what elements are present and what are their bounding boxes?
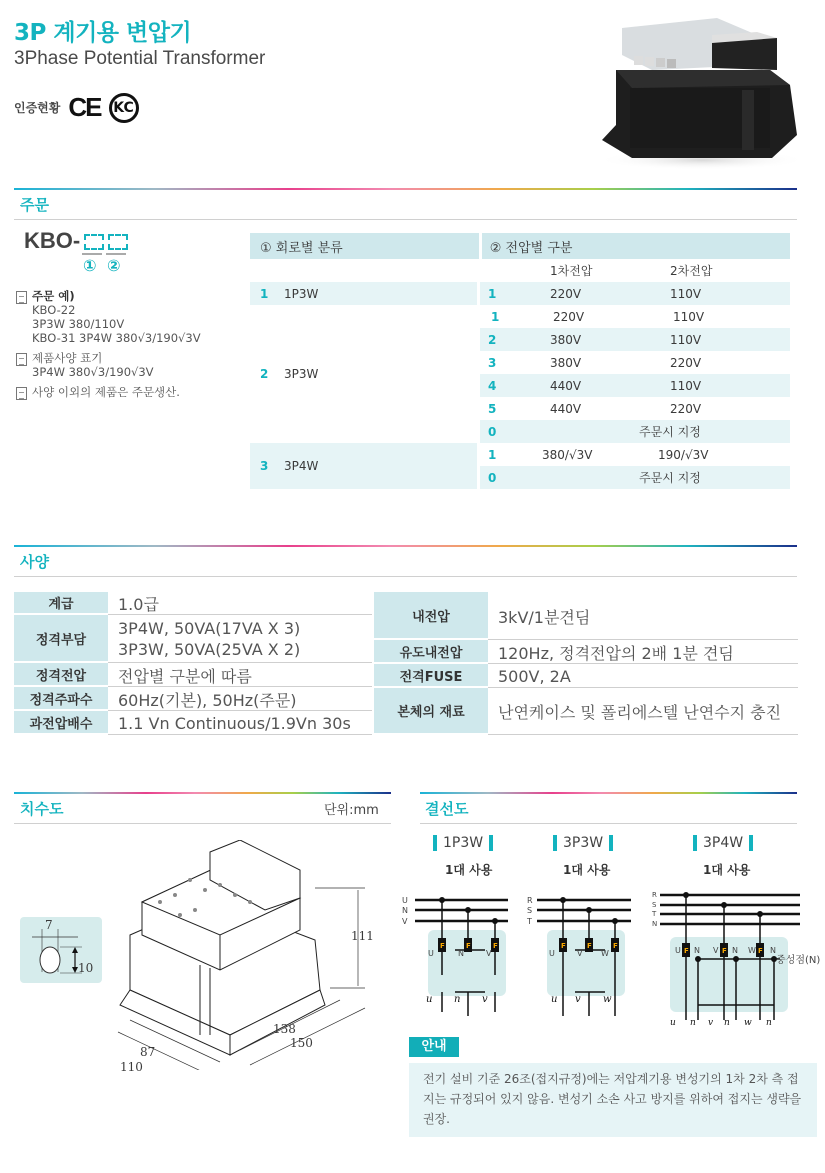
svg-text:F: F: [561, 942, 566, 950]
svg-text:F: F: [613, 942, 618, 950]
svg-text:u: u: [426, 994, 433, 1005]
svg-text:F: F: [758, 947, 763, 955]
svg-text:n: n: [766, 1018, 772, 1025]
svg-text:v: v: [482, 994, 488, 1005]
wiring-usage-3p3w: 1대 사용: [563, 863, 611, 877]
page-title: 3P 계기용 변압기: [14, 20, 192, 46]
table-row: 5 440V 220V: [488, 401, 702, 416]
section-divider: [420, 792, 797, 794]
note-spec-marking: [16, 351, 241, 379]
section-divider: [14, 792, 391, 794]
section-title-spec: 사양: [20, 553, 49, 571]
inner-length-dimension: 138: [273, 1022, 296, 1036]
page-subtitle: 3Phase Potential Transformer: [14, 48, 266, 69]
svg-text:V: V: [402, 917, 408, 926]
note-title: 주문 예): [32, 289, 75, 303]
note-line: KBO-31 3P4W 380√3/190√3V: [32, 331, 201, 345]
svg-text:v: v: [575, 994, 581, 1005]
table-header-row: [250, 233, 790, 259]
svg-text:S: S: [652, 901, 657, 909]
svg-text:N: N: [402, 906, 408, 915]
svg-text:N: N: [694, 946, 700, 955]
outer-length-dimension: 150: [290, 1036, 313, 1050]
note-line: 3P4W 380√3/190√3V: [32, 365, 154, 379]
col-primary-voltage: 1차전압: [550, 264, 593, 278]
wiring-usage-3p4w: 1대 사용: [703, 863, 751, 877]
svg-text:R: R: [527, 896, 533, 905]
note-custom-order: [16, 385, 241, 400]
circuit-group-3p4w: 3 3P4W 1 380/√3V 190/√3V 0 주문시 지정: [250, 443, 790, 489]
svg-text:n: n: [690, 1018, 696, 1025]
svg-text:N: N: [458, 949, 464, 958]
section-divider: [14, 188, 797, 190]
section-title-wiring: 결선도: [425, 800, 469, 818]
svg-text:u: u: [670, 1018, 676, 1025]
svg-text:U: U: [549, 949, 555, 958]
section-title-dimensions: 치수도: [20, 800, 64, 818]
wiring-type-3p3w: 3P3W: [553, 835, 613, 851]
svg-text:F: F: [466, 942, 471, 950]
hole-height-label: 10: [78, 961, 94, 975]
circuit-header: ① 회로별 분류: [250, 233, 479, 259]
spec-table-left: [14, 592, 372, 735]
model-code: [24, 228, 128, 254]
certification-row: [14, 92, 139, 123]
note-line: 3P3W 380/110V: [32, 317, 125, 331]
section-underline: [14, 219, 797, 220]
spec-row: 본체의 재료 난연케이스 및 폴리에스텔 난연수지 충진: [374, 688, 798, 735]
svg-text:u: u: [551, 994, 558, 1005]
svg-text:T: T: [652, 910, 657, 918]
cert-label: 인증현황: [14, 101, 61, 115]
section-underline: [420, 823, 797, 824]
table-row: 3 380V 220V: [488, 355, 702, 370]
document-icon: [16, 353, 27, 366]
notice-tag: 안내: [409, 1037, 459, 1057]
voltage-header: ② 전압별 구분: [482, 233, 790, 259]
slot-number-1: ①: [83, 256, 97, 275]
section-title-order: 주문: [20, 196, 49, 214]
document-icon: [16, 291, 27, 304]
svg-text:w: w: [603, 994, 612, 1005]
svg-text:U: U: [428, 949, 434, 958]
section-underline: [14, 823, 391, 824]
notice-text: 전기 설비 기준 26조(접지규정)에는 저압계기용 변성기의 1차 2차 측 접지는 규정되어 있지 않음. 변성기 소손 사고 방지를 위하여 접지는 생략을 권장.: [409, 1063, 817, 1137]
spec-row: 유도내전압 120Hz, 정격전압의 2배 1분 견딤: [374, 640, 798, 664]
svg-text:U: U: [402, 896, 408, 905]
document-icon: [16, 387, 27, 400]
svg-text:n: n: [454, 994, 461, 1005]
ce-mark-icon: CE: [68, 92, 101, 122]
outer-width-dimension: 110: [120, 1060, 143, 1074]
svg-text:F: F: [440, 942, 445, 950]
svg-text:V: V: [486, 949, 492, 958]
svg-text:N: N: [652, 920, 658, 928]
height-dimension: 111: [351, 929, 374, 943]
table-row: 2 380V 110V: [480, 328, 790, 351]
note-order-example: [16, 289, 241, 345]
spec-row: 정격주파수 60Hz(기본), 50Hz(주문): [14, 687, 372, 711]
svg-text:F: F: [493, 942, 498, 950]
model-prefix: KBO-: [24, 228, 81, 253]
svg-text:U: U: [675, 946, 681, 955]
table-row: 1 380/√3V 190/√3V: [488, 447, 709, 462]
product-photo: [592, 10, 812, 170]
table-row: 0 주문시 지정: [480, 466, 790, 489]
col-secondary-voltage: 2차전압: [670, 264, 713, 278]
hole-width-label: 7: [45, 918, 53, 932]
svg-text:F: F: [684, 947, 689, 955]
svg-text:W: W: [601, 949, 609, 958]
section-divider: [14, 545, 797, 547]
table-row: 0 주문시 지정: [480, 420, 790, 443]
spec-table-right: [374, 592, 798, 735]
svg-text:F: F: [722, 947, 727, 955]
svg-text:V: V: [577, 949, 583, 958]
dimension-drawing: [100, 840, 385, 1070]
kc-mark-icon: KC: [109, 93, 139, 123]
wiring-diagram-1p3w: [400, 890, 510, 1020]
neutral-point-label: 중성점(N): [776, 955, 821, 966]
unit-label: 단위:mm: [324, 803, 379, 818]
table-row: 4 440V 110V: [480, 374, 790, 397]
slot-underline: [106, 253, 126, 255]
svg-text:W: W: [748, 946, 756, 955]
slot-number-2: ②: [107, 256, 121, 275]
svg-text:R: R: [652, 891, 657, 899]
svg-text:N: N: [732, 946, 738, 955]
note-title: 사양 이외의 제품은 주문생산.: [32, 385, 180, 399]
spec-row: 계급 1.0급: [14, 592, 372, 615]
order-code-table: [250, 233, 790, 489]
svg-text:V: V: [713, 946, 719, 955]
slot-underline: [82, 253, 102, 255]
circuit-group-3p3w: 2 3P3W 1 220V 110V 2 380V 110V 3 380V 220V 4 440V 110V 5 440V 220V 0 주문시 지정: [250, 305, 790, 443]
svg-text:w: w: [744, 1018, 752, 1025]
wiring-diagram-3p3w: [525, 890, 635, 1020]
table-row: 1 1P3W 1 220V 110V: [250, 282, 790, 305]
spec-row: 내전압 3kV/1분견딤: [374, 592, 798, 640]
note-line: KBO-22: [32, 303, 76, 317]
code-slot-1: [84, 234, 104, 250]
table-subheader-row: [250, 259, 790, 282]
spec-row: 전격FUSE 500V, 2A: [374, 664, 798, 688]
spec-row: 정격부담 3P4W, 50VA(17VA X 3) 3P3W, 50VA(25VA X 2): [14, 615, 372, 663]
spec-row: 정격전압 전압별 구분에 따름: [14, 663, 372, 687]
code-slot-2: [108, 234, 128, 250]
inner-width-dimension: 87: [140, 1045, 156, 1059]
spec-row: 과전압배수 1.1 Vn Continuous/1.9Vn 30s: [14, 711, 372, 735]
svg-text:n: n: [724, 1018, 730, 1025]
svg-text:S: S: [527, 906, 533, 915]
table-row: 1 220V 110V: [491, 309, 705, 324]
svg-text:v: v: [708, 1018, 714, 1025]
wiring-usage-1p3w: 1대 사용: [445, 863, 493, 877]
order-notes: [16, 289, 241, 406]
svg-text:N: N: [770, 946, 776, 955]
section-underline: [14, 576, 797, 577]
wiring-type-3p4w: 3P4W: [693, 835, 753, 851]
wiring-type-1p3w: 1P3W: [433, 835, 493, 851]
note-title: 제품사양 표기: [32, 351, 103, 365]
svg-text:F: F: [587, 942, 592, 950]
svg-text:T: T: [527, 917, 532, 926]
